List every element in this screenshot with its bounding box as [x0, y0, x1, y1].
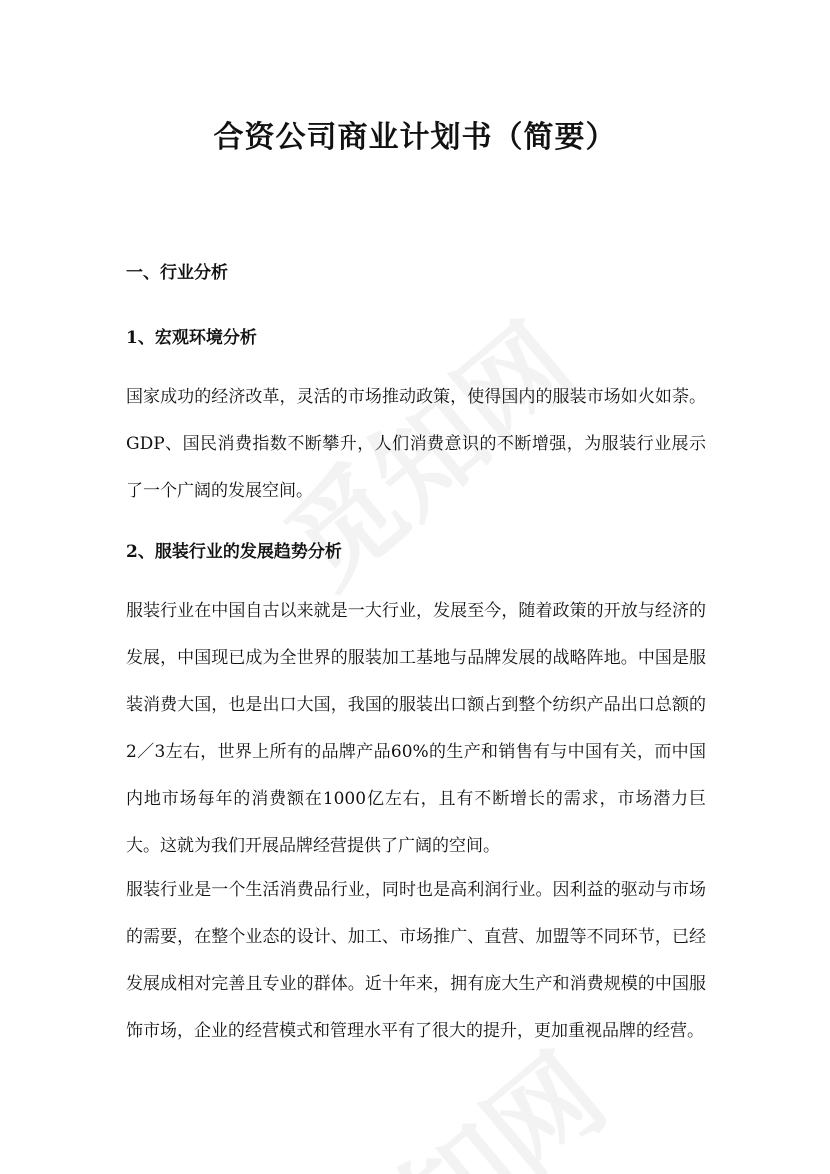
section-heading-industry-analysis: 一、行业分析 — [126, 263, 228, 283]
sub-heading-macro-environment: 1、宏观环境分析 — [126, 328, 257, 348]
paragraph-industry-trend-2: 服装行业是一个生活消费品行业，同时也是高利润行业。因利益的驱动与市场的需要，在整个业态的设计、加工、市场推广、直营、加盟等不同环节，已经发展成相对完善且专业的群体。近十年来，拥有庞大生产和消费规模的中国服饰市场，企业的经营模式和管理水平有了很大的提升，更加重视品牌的经营。 — [126, 880, 706, 1041]
sub-heading-industry-trend: 2、服装行业的发展趋势分析 — [126, 542, 342, 562]
paragraph-industry-trend-1: 服装行业在中国自古以来就是一大行业，发展至今，随着政策的开放与经济的发展，中国现已成为全世界的服装加工基地与品牌发展的战略阵地。中国是服装消费大国，也是出口大国，我国的服装出口额占到整个纺织产品出口总额的2／3左右，世界上所有的品牌产品60%的生产和销售有与中国有关，而中国内地市场每年的消费额在1000亿左右，且有不断增长的需求，市场潜力巨大。这就为我们开展品牌经营提供了广阔的空间。 — [126, 601, 706, 856]
page-title: 合资公司商业计划书（简要） — [213, 120, 617, 155]
paragraph-macro-environment: 国家成功的经济改革，灵活的市场推动政策，使得国内的服装市场如火如荼。GDP、国民消费指数不断攀升，人们消费意识的不断增强，为服装行业展示了一个广阔的发展空间。 — [126, 387, 706, 501]
